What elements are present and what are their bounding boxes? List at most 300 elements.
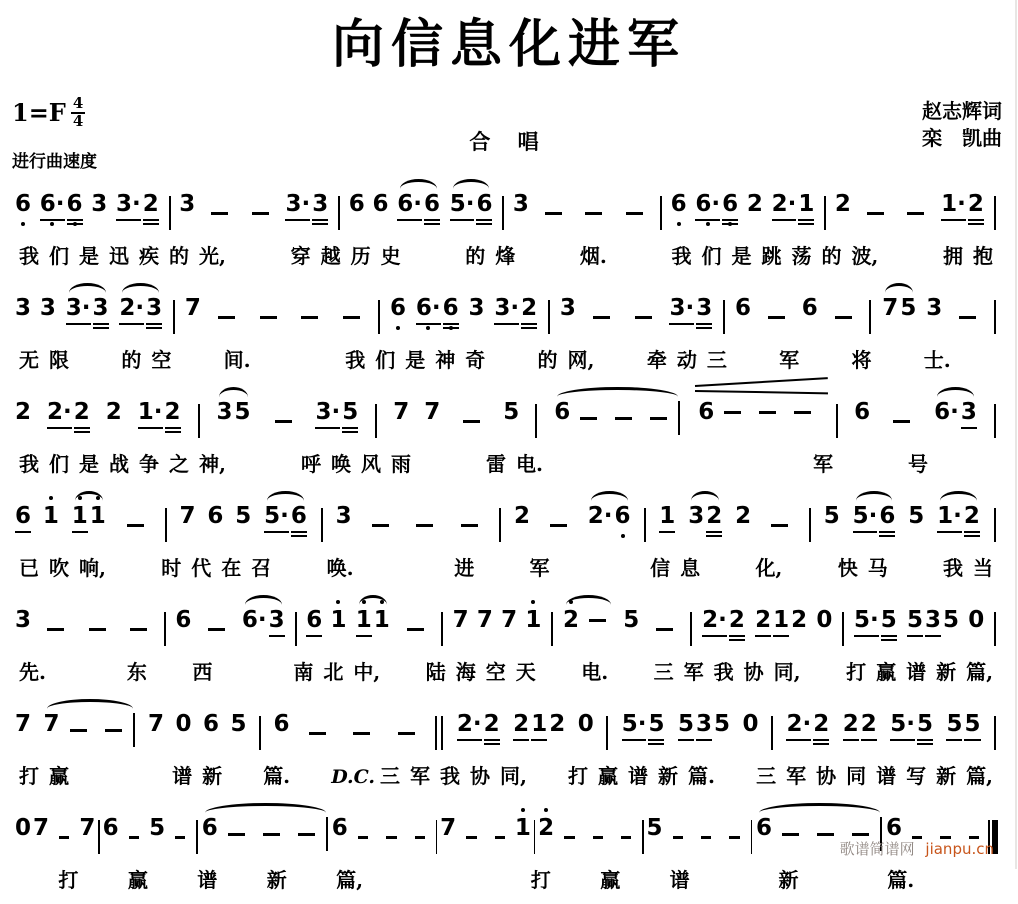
barline <box>551 612 553 646</box>
note-value: 7 <box>33 815 50 841</box>
note-value: 2· <box>786 711 811 741</box>
lyric-syllable: 我 <box>943 556 964 580</box>
duration-dash <box>127 524 144 527</box>
barline <box>660 196 662 230</box>
lyric-syllable: 是 <box>79 244 99 268</box>
beam-group <box>785 713 830 736</box>
barline <box>169 196 171 230</box>
note <box>798 193 814 216</box>
key-signature <box>12 96 85 130</box>
note <box>669 297 694 320</box>
note <box>453 609 469 632</box>
octave-dot-low <box>706 222 710 226</box>
note <box>854 401 870 424</box>
note <box>747 193 763 216</box>
note <box>235 401 251 424</box>
note-value: 2 <box>791 607 808 633</box>
note <box>336 505 352 528</box>
note-value: 6 <box>879 503 895 537</box>
lyric-syllable: 篇. <box>688 764 716 788</box>
lyric-syllable: 抱 <box>973 244 994 268</box>
note-value: 3· <box>285 191 310 221</box>
note <box>484 713 500 736</box>
note <box>40 193 65 216</box>
note <box>513 713 529 736</box>
note-value: 6 <box>207 503 224 529</box>
note <box>374 609 390 632</box>
beam-group <box>701 609 746 632</box>
rest-note <box>578 713 594 736</box>
lyric-syllable: 军 <box>786 764 807 788</box>
note <box>908 505 924 528</box>
duration-dash <box>835 316 852 319</box>
note <box>886 817 902 840</box>
note <box>315 401 340 424</box>
double-barline <box>435 716 443 750</box>
barline <box>869 300 871 334</box>
lyrics-line <box>14 760 998 789</box>
note-value: 5· <box>264 503 289 533</box>
note-value: 5 <box>342 399 358 433</box>
barline <box>173 300 175 334</box>
duration-dash <box>358 836 368 839</box>
beam-group <box>415 297 460 320</box>
duration-dash <box>545 212 562 215</box>
barline <box>295 612 297 646</box>
note <box>917 713 933 736</box>
note-value: 2 <box>538 815 555 841</box>
note-value: 5 <box>946 711 962 741</box>
lyric-syllable: 新 <box>936 660 957 684</box>
note <box>231 713 247 736</box>
note-value: 0 <box>15 815 32 841</box>
note <box>185 297 201 320</box>
note <box>269 609 285 632</box>
lyric-syllable: 军 <box>779 348 800 372</box>
note <box>15 713 31 736</box>
duration-dash <box>343 316 360 319</box>
lyric-syllable: 打 <box>58 868 79 892</box>
note-value: 2 <box>15 399 32 425</box>
note-value: 3 <box>15 607 32 633</box>
note-value: 3 <box>961 399 977 429</box>
lyric-syllable: 争 <box>139 452 159 476</box>
note-value: 6 <box>203 711 220 737</box>
note-value: 6 <box>801 295 818 321</box>
octave-dot-low <box>621 534 625 538</box>
beam-group <box>493 297 538 320</box>
note <box>688 505 704 528</box>
note-value: 3 <box>696 711 712 741</box>
duration-dash <box>893 420 910 423</box>
note <box>926 297 942 320</box>
note-value: 6 <box>273 711 290 737</box>
note-value: 3 <box>179 191 196 217</box>
lyric-syllable: 是 <box>731 244 752 268</box>
note <box>90 505 106 528</box>
lyric-syllable: 北 <box>323 660 344 684</box>
note-value: 2· <box>47 399 72 429</box>
note <box>15 193 31 216</box>
note-value: 1 <box>531 711 547 741</box>
note-value: 1 <box>373 607 390 633</box>
duration-dash <box>759 411 776 414</box>
note <box>549 713 565 736</box>
note-value: 2 <box>968 191 984 225</box>
slur-group <box>355 609 391 632</box>
octave-dot-low <box>73 222 77 226</box>
note <box>722 193 738 216</box>
beam-group <box>853 609 898 632</box>
barline <box>165 508 167 542</box>
watermark-site-name: 歌谱简谱网 <box>839 840 915 858</box>
note-value: 6 <box>390 295 407 321</box>
duration-dash <box>407 628 424 631</box>
watermark-link[interactable]: jianpu.cn <box>925 840 994 858</box>
lyric-syllable: 我 <box>671 244 692 268</box>
barline <box>441 612 443 646</box>
note <box>890 713 915 736</box>
note <box>285 193 310 216</box>
lyric-syllable: 疾 <box>139 244 159 268</box>
barline <box>502 196 504 230</box>
note <box>91 193 107 216</box>
duration-dash <box>615 417 632 420</box>
note <box>937 505 962 528</box>
slur-group <box>43 713 137 747</box>
note-value: 5· <box>450 191 475 221</box>
note-value: 1 <box>42 503 59 529</box>
note-value: 6 <box>854 399 871 425</box>
note <box>15 401 31 424</box>
lyric-syllable: 将 <box>851 348 872 372</box>
duration-dash <box>70 729 87 732</box>
note-value: 5 <box>678 711 694 741</box>
dc-marking: D.C. <box>331 766 376 788</box>
lyric-syllable: 三 <box>706 348 727 372</box>
duration-dash <box>415 836 425 839</box>
note <box>264 505 289 528</box>
note <box>513 193 529 216</box>
lyric-syllable: 们 <box>701 244 722 268</box>
lyric-syllable: 光, <box>199 244 226 268</box>
beam-group <box>314 401 359 424</box>
lyric-syllable: 篇, <box>966 660 994 684</box>
octave-dot-low <box>50 222 54 226</box>
barline <box>534 820 535 854</box>
lyric-syllable: 唤 <box>330 452 351 476</box>
note-value: 6· <box>695 191 720 221</box>
note-value: 6 <box>734 295 751 321</box>
barline <box>994 196 996 230</box>
lyric-syllable: 历 <box>350 244 371 268</box>
lyric-syllable: 东 <box>126 660 147 684</box>
lyric-syllable: 谱 <box>906 660 927 684</box>
lyric-syllable: 战 <box>109 452 129 476</box>
lyric-syllable: 电. <box>581 660 609 684</box>
note <box>514 505 530 528</box>
note-value: 6 <box>670 191 687 217</box>
note <box>216 401 232 424</box>
octave-dot-high <box>544 808 548 812</box>
note-value: 5 <box>943 607 960 633</box>
note-value: 3 <box>926 295 943 321</box>
note-value: 5 <box>964 711 980 741</box>
octave-dot-low <box>396 326 400 330</box>
credits <box>922 98 1002 152</box>
note-value: 1 <box>659 503 675 533</box>
note <box>349 193 365 216</box>
note <box>854 609 879 632</box>
lyric-syllable: 奇 <box>465 348 486 372</box>
beam-group <box>940 193 985 216</box>
music-system <box>14 176 998 269</box>
lyric-syllable: 吹 <box>49 556 69 580</box>
duration-dash <box>130 628 147 631</box>
lyric-syllable: 篇, <box>336 868 364 892</box>
lyric-syllable: 马 <box>867 556 888 580</box>
note-value: 2 <box>729 607 745 641</box>
beam-group <box>668 297 713 320</box>
duration-dash <box>275 420 292 423</box>
lyric-syllable: 谱 <box>876 764 897 788</box>
note <box>773 609 789 632</box>
note-value: 2 <box>813 711 829 745</box>
note <box>416 297 441 320</box>
lyric-syllable: 军 <box>683 660 704 684</box>
barline <box>196 820 197 854</box>
time-signature <box>71 96 85 130</box>
song-title: 向信息化进军 <box>331 14 686 75</box>
duration-dash <box>564 836 574 839</box>
lyric-syllable: 化, <box>755 556 783 580</box>
duration-dash <box>298 833 315 836</box>
note <box>671 193 687 216</box>
note <box>330 609 346 632</box>
duration-dash <box>252 212 269 215</box>
lyric-syllable: 篇. <box>263 764 291 788</box>
note <box>15 505 31 528</box>
note <box>202 817 218 840</box>
note <box>756 817 772 840</box>
lyric-syllable: 打 <box>568 764 589 788</box>
barline <box>723 300 725 334</box>
duration-dash <box>309 732 326 735</box>
barline <box>98 820 99 854</box>
note-value: 6 <box>15 191 32 217</box>
slur-group <box>562 609 615 632</box>
note-value: 7 <box>440 815 457 841</box>
lyric-syllable: 我 <box>440 764 461 788</box>
duration-dash <box>228 833 245 836</box>
note-value: 6· <box>241 607 267 633</box>
duration-dash <box>626 212 643 215</box>
duration-dash <box>372 524 389 527</box>
lyric-syllable: 的 <box>465 244 486 268</box>
lyrics-line <box>14 448 998 477</box>
octave-dot-high <box>531 600 535 604</box>
note <box>714 713 730 736</box>
note-value: 6· <box>397 191 422 221</box>
note <box>443 297 459 320</box>
duration-dash <box>175 836 185 839</box>
note <box>678 713 694 736</box>
note <box>179 505 195 528</box>
note-value: 3 <box>559 295 576 321</box>
note-value: 2· <box>457 711 482 741</box>
note-value: 6 <box>291 503 307 537</box>
note-value: 2 <box>513 711 529 741</box>
lyric-syllable: 打 <box>530 868 551 892</box>
lyric-syllable: 军 <box>529 556 550 580</box>
note-value: 3 <box>468 295 485 321</box>
slur-group <box>241 609 286 632</box>
note <box>515 817 531 840</box>
note <box>47 401 72 424</box>
duration-dash <box>817 833 834 836</box>
note <box>622 713 647 736</box>
note-value: 5 <box>917 711 933 745</box>
barline <box>259 716 261 750</box>
note <box>148 713 164 736</box>
score-body <box>14 176 998 904</box>
lyric-syllable: 空 <box>151 348 172 372</box>
rest-note <box>176 713 192 736</box>
note <box>861 713 877 736</box>
note <box>560 297 576 320</box>
page-edge-line <box>1015 0 1017 869</box>
octave-dot-low <box>728 222 732 226</box>
note <box>802 297 818 320</box>
note <box>146 297 162 320</box>
barline <box>771 716 773 750</box>
note-value: 0 <box>577 711 594 737</box>
note <box>106 401 122 424</box>
note <box>15 297 31 320</box>
note <box>291 505 307 528</box>
octave-dot-high <box>49 496 53 500</box>
octave-dot-low <box>449 326 453 330</box>
lyrics-line <box>14 344 998 373</box>
lyric-syllable: 陆 <box>425 660 446 684</box>
slur-group <box>587 505 632 528</box>
note-value: 5 <box>648 711 664 745</box>
note-value: 2 <box>521 295 537 329</box>
lyric-syllable: 是 <box>405 348 426 372</box>
duration-dash <box>867 212 884 215</box>
barline <box>644 508 646 542</box>
rest-note <box>742 713 758 736</box>
barline <box>836 404 838 438</box>
lyric-syllable: 协 <box>743 660 764 684</box>
note-value: 3 <box>688 503 705 529</box>
barline <box>994 716 996 750</box>
duration-dash <box>621 836 631 839</box>
note <box>925 609 941 632</box>
note <box>503 401 519 424</box>
duration-dash <box>463 420 480 423</box>
lyric-syllable: 我 <box>345 348 366 372</box>
note <box>659 505 675 528</box>
duration-dash <box>959 316 976 319</box>
beam-group <box>512 713 566 736</box>
note-value: 7 <box>43 711 60 737</box>
note <box>791 609 807 632</box>
lyric-syllable: 的 <box>537 348 558 372</box>
note-value: 5 <box>234 399 251 425</box>
slur-group <box>215 401 251 424</box>
note-value: 2 <box>549 711 566 737</box>
lyric-syllable: 天 <box>515 660 536 684</box>
duration-dash <box>89 628 106 631</box>
lyric-syllable: 限 <box>49 348 69 372</box>
note-value: 6 <box>424 191 440 225</box>
beam-group <box>771 193 816 216</box>
lyric-syllable: 我 <box>19 244 39 268</box>
lyric-syllable: 军 <box>410 764 431 788</box>
barline <box>375 404 377 438</box>
note <box>74 401 90 424</box>
lyric-syllable: 是 <box>79 452 99 476</box>
lyric-syllable: 西 <box>192 660 213 684</box>
note-value: 3· <box>116 191 141 221</box>
note <box>476 193 492 216</box>
lyric-syllable: 协 <box>470 764 491 788</box>
lyric-syllable: 迅 <box>109 244 129 268</box>
duration-dash <box>650 417 667 420</box>
note <box>494 297 519 320</box>
note-value: 6 <box>443 295 459 329</box>
note-value: 7 <box>79 815 96 841</box>
lyric-syllable: 同, <box>773 660 801 684</box>
lyric-syllable: 新 <box>936 764 957 788</box>
barline <box>824 196 826 230</box>
lyric-syllable: 无 <box>19 348 39 372</box>
notation-line <box>14 384 998 441</box>
note-value: 1· <box>937 503 962 533</box>
time-signature-numerator: 4 <box>72 94 84 112</box>
note <box>477 609 493 632</box>
lyric-syllable: 的 <box>169 244 189 268</box>
duration-dash <box>398 732 415 735</box>
note-value: 6 <box>722 191 738 225</box>
barline <box>535 404 537 438</box>
notation-line <box>14 696 998 753</box>
note <box>968 193 984 216</box>
slur-group <box>71 505 107 528</box>
barline <box>994 508 996 542</box>
note-value: 2 <box>74 399 90 433</box>
note-value: 3· <box>669 295 694 325</box>
beam-group <box>46 401 91 424</box>
note <box>531 713 547 736</box>
note-value: 6· <box>40 191 65 221</box>
note <box>501 609 517 632</box>
note <box>116 193 141 216</box>
duration-dash <box>701 836 711 839</box>
note <box>306 609 322 632</box>
note <box>143 193 159 216</box>
barline <box>198 404 200 438</box>
barline <box>809 508 811 542</box>
slur-group <box>687 505 723 528</box>
note-value: 1· <box>138 399 163 429</box>
note-value: 2 <box>746 191 763 217</box>
lyric-syllable: 谱 <box>669 868 690 892</box>
barline <box>133 713 135 747</box>
duration-dash <box>768 316 785 319</box>
lyric-syllable: 我 <box>19 452 39 476</box>
